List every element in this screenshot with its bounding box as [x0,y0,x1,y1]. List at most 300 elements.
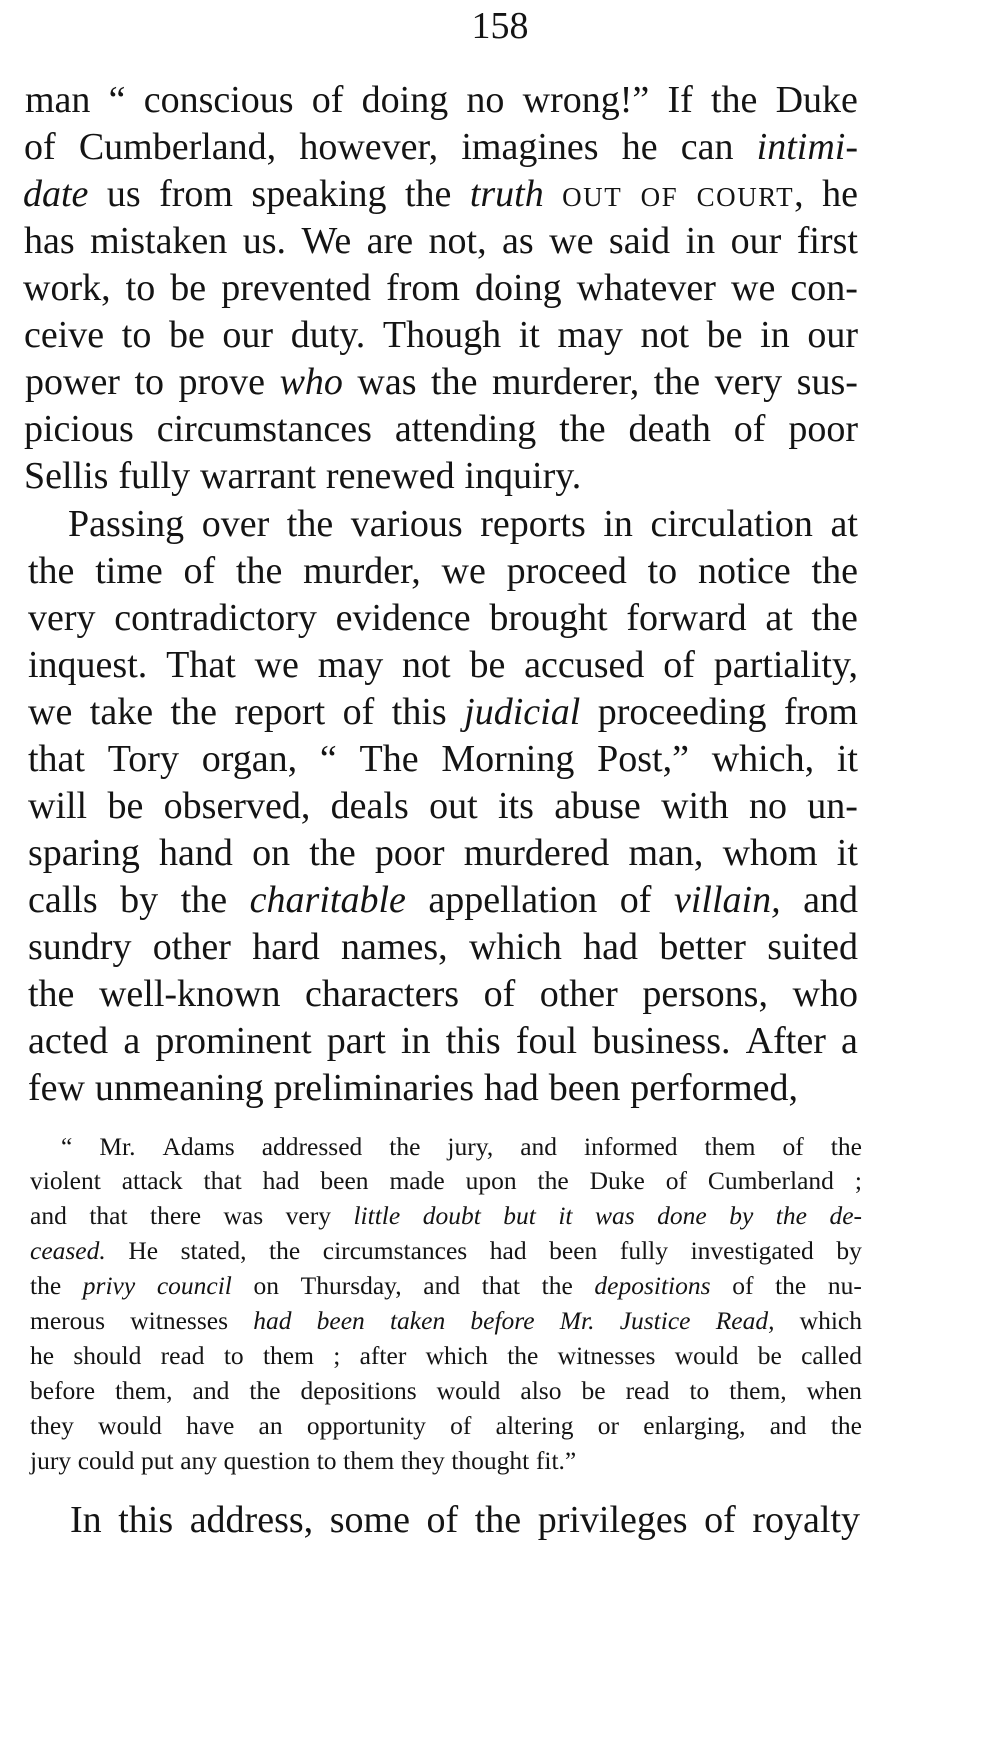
word: which [425,1341,488,1370]
word: witnesses [130,1306,229,1335]
word: was [357,361,417,403]
word: us. [242,220,287,262]
word: very [28,597,96,639]
word: We [301,220,352,262]
word: circulation [650,503,813,545]
quote-line [30,1199,862,1233]
word: this [391,691,447,733]
word: performed, [630,1067,799,1109]
text-line [28,831,858,875]
word: the [30,1271,62,1300]
word: be [107,785,144,827]
word: Cumberland, [78,126,277,168]
word: con- [790,267,858,309]
word: evidence [335,597,471,639]
word: in [760,314,790,356]
word: them [704,1132,756,1161]
word: date [23,173,89,215]
text-line [28,596,858,640]
word: would [674,1341,739,1370]
word: to [125,267,156,309]
word: informed [584,1132,678,1161]
word: thought [451,1446,530,1475]
word: truth [469,173,544,215]
word: could [77,1446,135,1475]
word: our [730,220,782,262]
word: If [667,79,693,121]
text-line [24,125,858,169]
word: poor [788,408,858,450]
word: or [597,1411,620,1440]
word: some [329,1499,410,1541]
word: The [359,738,419,780]
word: them, [115,1376,173,1405]
word: upon [465,1166,517,1195]
word: time [95,550,163,592]
word: power [25,361,120,403]
word: be [168,314,205,356]
word: our [807,314,858,356]
word: we [731,267,776,309]
word: of [663,644,695,686]
word: on [252,832,291,874]
word: would [98,1411,162,1440]
word: take [89,691,154,733]
word: to [134,361,165,403]
word: who [279,361,343,403]
word: are [366,220,414,262]
word: of [483,973,516,1015]
word: sparing [28,832,140,874]
word: put [140,1446,174,1475]
word: have [186,1411,235,1440]
text-line [28,643,858,687]
word: from [386,267,460,309]
word: In [70,1499,102,1541]
word: a [841,1020,858,1062]
word: and [30,1201,67,1230]
word: Though [382,314,502,356]
word: Post,” [597,738,689,780]
word: that [203,1166,242,1195]
text-line [28,737,858,781]
word: Adams [162,1132,235,1161]
word: it [836,738,858,780]
word: Sellis [24,455,109,497]
word: jury [30,1446,72,1475]
text-line [28,878,858,922]
word: of [732,1271,754,1300]
word: with [661,785,729,827]
word: little [353,1201,401,1230]
text-line [70,1498,860,1542]
word: brought [489,597,608,639]
word: who [792,973,858,1015]
word: ceased. [30,1236,106,1265]
word: any [180,1446,218,1475]
word: and [769,1411,807,1440]
word: which, [711,738,815,780]
word: can [680,126,734,168]
word: in [603,503,633,545]
word: not, [428,220,487,262]
text-line [68,502,858,546]
page-number: 158 [471,5,529,47]
word: ; [854,1166,862,1195]
word: we [254,644,299,686]
word: poor [374,832,445,874]
word: Mr. [99,1132,136,1161]
word: Thursday, [300,1271,402,1300]
word: forward [626,597,747,639]
word: few [28,1067,85,1109]
word: Justice [619,1306,691,1335]
word: to [121,314,152,356]
word: man [25,79,91,121]
word: the [28,973,75,1015]
word: he [822,173,858,215]
word: be [581,1376,606,1405]
word: not [402,644,451,686]
word: no [466,79,505,121]
word: merous [30,1306,106,1335]
word: by [120,879,159,921]
word: the [389,1132,421,1161]
word: hand [159,832,233,874]
word: fully [619,1236,669,1265]
word: doing [361,79,449,121]
word: whatever [576,267,716,309]
word: may [557,314,623,356]
text-line [28,549,858,593]
word: to [689,1376,710,1405]
word: called [801,1341,862,1370]
word: we [28,691,73,733]
word: read [160,1341,205,1370]
word: of [24,126,56,168]
word: before [30,1376,96,1405]
word: had [483,1067,539,1109]
word: depositions [594,1271,711,1300]
word: the [653,361,701,403]
word: the [28,550,75,592]
word: and [423,1271,461,1300]
word: them, [729,1376,787,1405]
word: “ [108,79,126,121]
word: conscious [143,79,294,121]
word: Read, [715,1306,775,1335]
word: Morning [441,738,575,780]
word: had [489,1236,527,1265]
word: renewed [325,455,455,497]
word: observed, [163,785,311,827]
word: of [342,691,375,733]
word: the [775,1201,807,1230]
word: doing [475,267,562,309]
word: sundry [28,926,132,968]
word: circumstances [156,408,372,450]
word: un- [807,785,858,827]
word: foul [515,1020,578,1062]
word: of [704,1499,736,1541]
word: abuse [554,785,641,827]
word: doubt [422,1201,481,1230]
quote-line [30,1409,862,1443]
word: picious [24,408,134,450]
word: organ, [201,738,298,780]
word: out [429,785,478,827]
word: of [426,1499,459,1541]
word: villain, [673,879,781,921]
word: characters [305,973,460,1015]
word: Duke [775,79,858,121]
word: notice [697,550,791,592]
text-line [24,454,858,498]
text-line [28,925,858,969]
word: accused [524,644,645,686]
text-line [28,1066,858,1110]
word: whom [722,832,818,874]
word: that [89,1201,128,1230]
word: he [30,1341,55,1370]
word: was [223,1201,264,1230]
word: the [269,1236,301,1265]
word: would [436,1376,501,1405]
word: out [562,173,623,215]
word: this [445,1020,501,1062]
word: them [343,1446,395,1475]
word: may [317,644,384,686]
word: said [608,220,671,262]
word: which [799,1306,862,1335]
word: by [836,1236,862,1265]
word: of [619,879,652,921]
word: the [309,832,356,874]
word: depositions [300,1376,417,1405]
word: privileges [537,1499,688,1541]
word: nu- [827,1271,862,1300]
word: after [359,1341,407,1370]
word: acted [28,1020,109,1062]
word: circumstances [322,1236,468,1265]
word: that [28,738,85,780]
word: privy [82,1271,136,1300]
word: very [285,1201,331,1230]
word: very [714,361,783,403]
word: Tory [107,738,179,780]
word: of [640,173,679,215]
word: suited [767,926,858,968]
word: ; [333,1341,341,1370]
word: from [159,173,233,215]
word: before [470,1306,535,1335]
word: fit.” [535,1446,577,1475]
word: “ [319,738,337,780]
word: court, [696,173,804,215]
word: been [549,1236,598,1265]
word: other [539,973,618,1015]
word: should [73,1341,142,1370]
word: proceeding [597,691,767,733]
word: the [775,1271,807,1300]
word: the [286,503,334,545]
word: from [784,691,858,733]
word: the [235,550,283,592]
word: partiality, [713,644,858,686]
word: opportunity [306,1411,426,1440]
word: over [201,503,270,545]
word: has [24,220,75,262]
word: witnesses [557,1341,656,1370]
word: at [765,597,793,639]
word: violent [30,1166,101,1195]
word: He [128,1236,159,1265]
word: the [180,879,228,921]
word: question [223,1446,311,1475]
word: the [811,550,858,592]
word: not [640,314,690,356]
word: in [401,1020,431,1062]
word: at [830,503,858,545]
text-line [24,407,858,451]
word: be [170,267,207,309]
word: also [520,1376,562,1405]
word: address, [189,1499,314,1541]
word: well-known [98,973,281,1015]
word: prevented [221,267,372,309]
word: hard [252,926,320,968]
word: on [253,1271,279,1300]
word: mistaken [90,220,228,262]
word: been [320,1166,369,1195]
word: to [223,1341,244,1370]
word: Mr. [559,1306,595,1335]
word: royalty [752,1499,860,1541]
word: murder, [303,550,421,592]
word: we [549,220,594,262]
word: of [782,1132,804,1161]
word: had [583,926,639,968]
word: council [156,1271,232,1300]
word: will [28,785,88,827]
word: be [469,644,506,686]
word: That [166,644,236,686]
word: the [710,79,758,121]
word: had [253,1306,292,1335]
word: been [548,1067,621,1109]
word: the [830,1411,862,1440]
word: addressed [261,1132,363,1161]
word: us [106,173,141,215]
word: the [404,173,452,215]
word: appellation [428,879,598,921]
text-line [23,172,858,216]
text-line [23,266,858,310]
word: we [441,550,486,592]
word: when [806,1376,862,1405]
word: the [431,361,478,403]
word: Duke [589,1166,645,1195]
word: de- [829,1201,862,1230]
word: inquest. [28,644,148,686]
word: of [450,1411,472,1440]
word: to [316,1446,337,1475]
word: various [350,503,463,545]
word: of [665,1166,687,1195]
text-line [28,784,858,828]
word: altering [495,1411,574,1440]
word: proceed [506,550,627,592]
word: warrant [200,455,317,497]
text-line [24,219,858,263]
word: and [520,1132,558,1161]
word: first [796,220,858,262]
text-line [28,972,858,1016]
word: Cumberland [707,1166,834,1195]
word: business. [592,1020,731,1062]
word: that [481,1271,520,1300]
word: man, [628,832,704,874]
word: Passing [68,503,185,545]
word: its [497,785,534,827]
word: attending [394,408,537,450]
word: duty. [290,314,366,356]
word: it [518,314,540,356]
word: the [507,1341,539,1370]
quote-line [30,1164,862,1198]
word: of [311,79,344,121]
quote-line [30,1339,862,1373]
word: they [400,1446,445,1475]
word: an [258,1411,283,1440]
quote-line [30,1374,862,1408]
word: a [123,1020,141,1062]
word: judicial [464,691,581,733]
quote-line [30,1444,862,1478]
word: it [558,1201,573,1230]
word: attack [121,1166,183,1195]
word: charitable [249,879,406,921]
word: “ [61,1132,73,1161]
word: the [537,1166,569,1195]
word: murdered [463,832,610,874]
word: there [150,1201,202,1230]
word: other [152,926,231,968]
word: to [647,550,678,592]
word: but [503,1201,536,1230]
word: the [830,1132,862,1161]
word: was [595,1201,635,1230]
word: persons, [642,973,768,1015]
word: read [625,1376,670,1405]
word: of [733,408,766,450]
word: murderer, [491,361,640,403]
word: done [657,1201,707,1230]
word: After [745,1020,826,1062]
word: of [183,550,216,592]
word: part [326,1020,386,1062]
text-line [25,360,858,404]
word: in [685,220,716,262]
word: wrong!” [522,79,650,121]
quote-line [30,1234,862,1268]
text-line [28,1019,858,1063]
word: which [468,926,562,968]
word: however, [299,126,439,168]
word: speaking [251,173,387,215]
quote-line [61,1130,862,1164]
word: and [192,1376,230,1405]
